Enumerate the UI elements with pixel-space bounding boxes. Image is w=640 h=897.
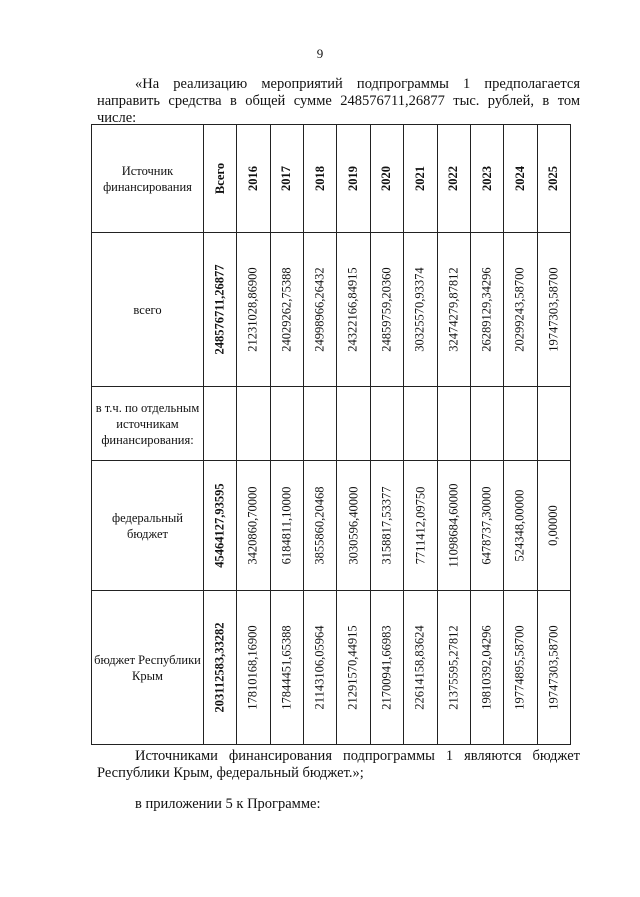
intro-line-2: направить средства в общей сумме 248576711,26877 тыс. рублей, в том <box>97 93 580 109</box>
header-cell: Всего <box>204 125 237 233</box>
closing-paragraph <box>97 748 580 782</box>
table-row-federal <box>92 461 571 591</box>
value-cell: 22614158,83624 <box>404 591 437 745</box>
header-cell: 2023 <box>470 125 503 233</box>
value-cell: 19774895,58700 <box>504 591 537 745</box>
header-cell: 2019 <box>337 125 370 233</box>
value-cell: 24322166,84915 <box>337 233 370 387</box>
header-cell: 2017 <box>270 125 303 233</box>
value-cell <box>270 387 303 461</box>
value-cell <box>504 387 537 461</box>
header-cell: 2016 <box>237 125 270 233</box>
value-cell <box>437 387 470 461</box>
value-cell: 3158817,53377 <box>370 461 403 591</box>
value-cell: 19747303,58700 <box>537 591 570 745</box>
value-cell: 21143106,05964 <box>304 591 337 745</box>
value-cell: 26289129,34296 <box>470 233 503 387</box>
value-cell: 21231028,86900 <box>237 233 270 387</box>
value-cell <box>337 387 370 461</box>
value-cell: 17810168,16900 <box>237 591 270 745</box>
value-cell: 17844451,65388 <box>270 591 303 745</box>
header-cell: 2020 <box>370 125 403 233</box>
value-cell <box>304 387 337 461</box>
value-cell <box>470 387 503 461</box>
value-cell: 6478737,30000 <box>470 461 503 591</box>
value-cell: 0,00000 <box>537 461 570 591</box>
table-header-row <box>92 125 571 233</box>
value-cell <box>404 387 437 461</box>
page-number: 9 <box>316 46 324 61</box>
intro-paragraph <box>97 76 580 127</box>
value-cell <box>537 387 570 461</box>
header-cell: 2018 <box>304 125 337 233</box>
intro-line-1: «На реализацию мероприятий подпрограммы 1 предполагается <box>135 76 580 92</box>
header-cell: 2024 <box>504 125 537 233</box>
header-cell: 2022 <box>437 125 470 233</box>
value-cell: 3420860,70000 <box>237 461 270 591</box>
value-cell: 32474279,87812 <box>437 233 470 387</box>
value-cell: 248576711,26877 <box>204 233 237 387</box>
header-cell: 2021 <box>404 125 437 233</box>
header-label-cell: Источник финансирования <box>92 125 204 233</box>
value-cell: 20299243,58700 <box>504 233 537 387</box>
header-cell: 2025 <box>537 125 570 233</box>
value-cell: 3855860,20468 <box>304 461 337 591</box>
value-cell <box>204 387 237 461</box>
value-cell: 45464127,93595 <box>204 461 237 591</box>
value-cell: 19810392,04296 <box>470 591 503 745</box>
row-label-cell: федеральный бюджет <box>92 461 204 591</box>
value-cell: 19747303,58700 <box>537 233 570 387</box>
value-cell: 21291570,44915 <box>337 591 370 745</box>
value-cell: 7711412,09750 <box>404 461 437 591</box>
value-cell: 203112583,33282 <box>204 591 237 745</box>
value-cell: 24029262,75388 <box>270 233 303 387</box>
value-cell: 11098684,60000 <box>437 461 470 591</box>
table-row-crimea <box>92 591 571 745</box>
value-cell: 30325570,93374 <box>404 233 437 387</box>
closing-line-1: Источниками финансирования подпрограммы 1 являются бюджет <box>135 748 580 764</box>
row-label-cell: в т.ч. по отдельным источникам финансирования: <box>92 387 204 461</box>
value-cell: 24998966,26432 <box>304 233 337 387</box>
row-label-cell: бюджет Республики Крым <box>92 591 204 745</box>
financing-table <box>91 124 571 745</box>
row-label-cell: всего <box>92 233 204 387</box>
value-cell: 3030596,40000 <box>337 461 370 591</box>
table-row-total <box>92 233 571 387</box>
value-cell: 21375595,27812 <box>437 591 470 745</box>
value-cell: 24859759,20360 <box>370 233 403 387</box>
value-cell <box>370 387 403 461</box>
table-row-sources-caption <box>92 387 571 461</box>
value-cell: 524348,00000 <box>504 461 537 591</box>
value-cell: 21700941,66983 <box>370 591 403 745</box>
value-cell: 6184811,10000 <box>270 461 303 591</box>
appendix-reference: в приложении 5 к Программе: <box>135 796 321 812</box>
intro-line-3: числе: <box>97 110 137 126</box>
closing-line-2: Республики Крым, федеральный бюджет.»; <box>97 765 364 781</box>
value-cell <box>237 387 270 461</box>
